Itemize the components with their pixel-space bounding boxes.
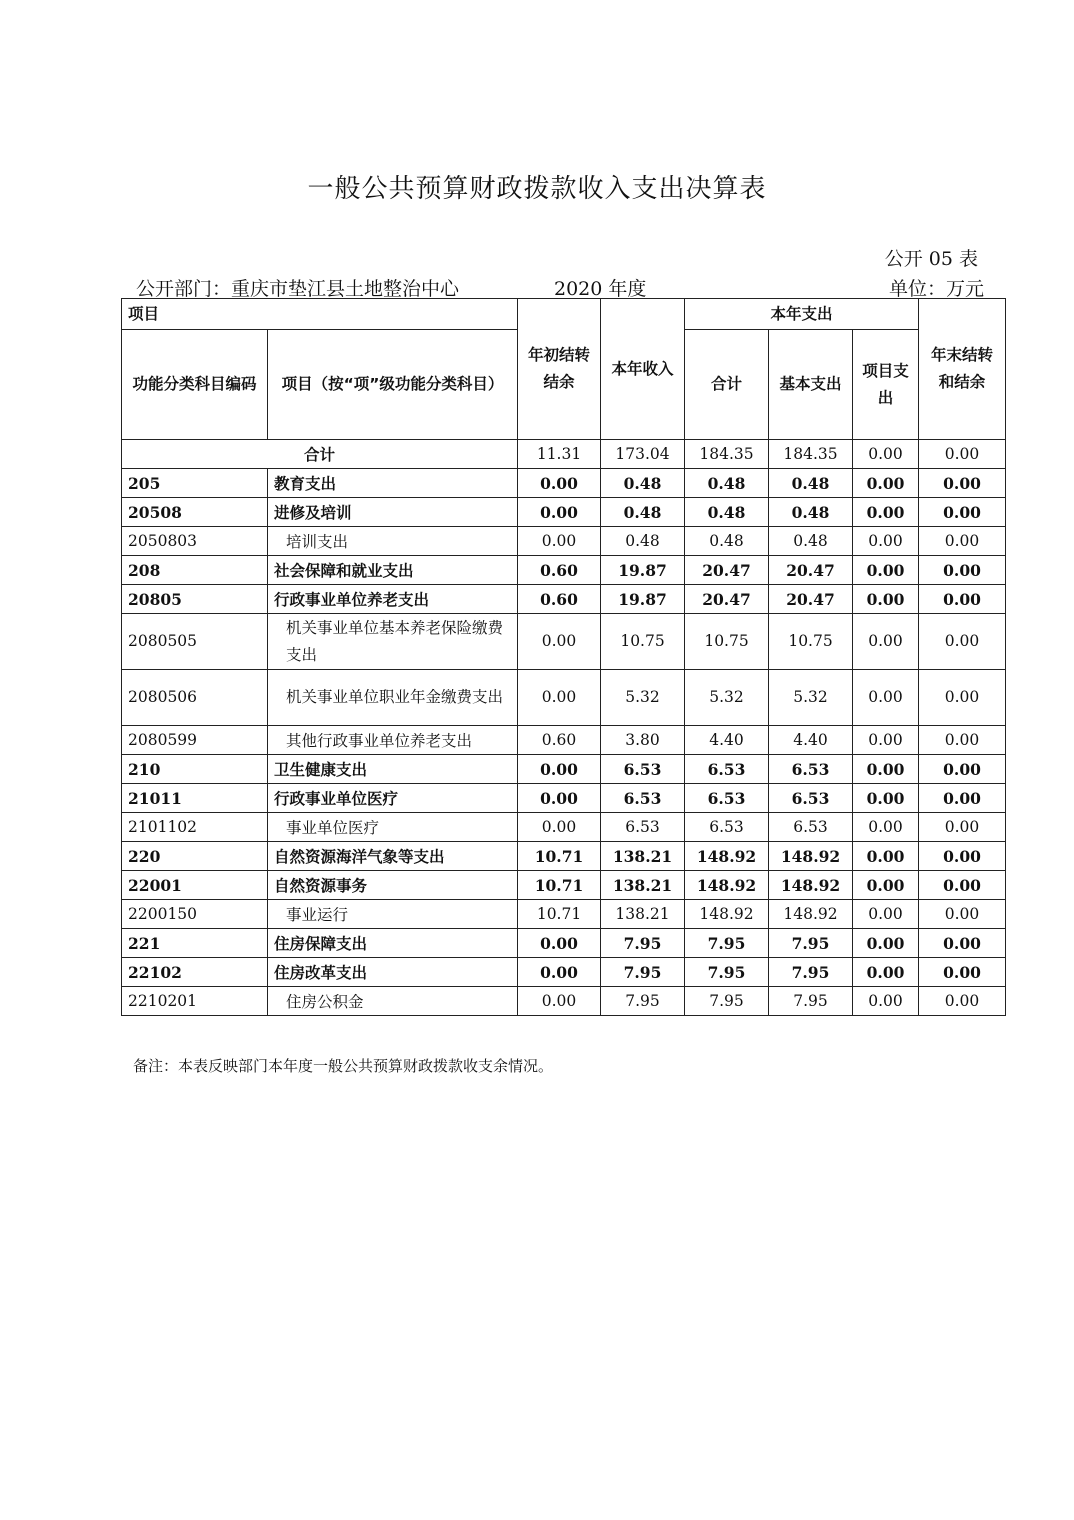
row-income: 6.53 <box>601 813 685 842</box>
table-code: 公开 05 表 <box>884 248 978 270</box>
row-begin-balance: 0.00 <box>518 527 601 556</box>
row-project: 0.00 <box>853 987 919 1016</box>
header-income: 本年收入 <box>601 299 685 440</box>
row-begin-balance: 0.00 <box>518 670 601 726</box>
row-code: 221 <box>122 929 268 958</box>
row-project: 0.00 <box>853 784 919 813</box>
row-begin-balance: 0.00 <box>518 498 601 527</box>
row-begin-balance: 0.00 <box>518 958 601 987</box>
row-begin-balance: 0.00 <box>518 755 601 784</box>
row-income: 6.53 <box>601 784 685 813</box>
row-name: 事业运行 <box>268 900 518 929</box>
row-name: 培训支出 <box>268 527 518 556</box>
table-body <box>122 440 1006 1016</box>
row-name: 进修及培训 <box>268 498 518 527</box>
row-end-balance: 0.00 <box>919 784 1006 813</box>
row-project: 0.00 <box>853 726 919 755</box>
row-basic: 0.48 <box>769 498 853 527</box>
row-begin-balance: 0.60 <box>518 585 601 614</box>
row-income: 0.48 <box>601 498 685 527</box>
table-row <box>122 670 1006 726</box>
table-row <box>122 469 1006 498</box>
row-end-balance: 0.00 <box>919 958 1006 987</box>
table-row <box>122 987 1006 1016</box>
row-expense: 6.53 <box>685 813 769 842</box>
header-item: 项目 <box>122 299 518 330</box>
row-project: 0.00 <box>853 527 919 556</box>
row-begin-balance: 0.00 <box>518 469 601 498</box>
header-expense: 本年支出 <box>685 299 919 330</box>
row-name: 住房公积金 <box>268 987 518 1016</box>
row-expense: 148.92 <box>685 842 769 871</box>
row-expense: 148.92 <box>685 871 769 900</box>
row-expense: 7.95 <box>685 929 769 958</box>
row-basic: 0.48 <box>769 469 853 498</box>
row-end-balance: 0.00 <box>919 670 1006 726</box>
row-code: 2050803 <box>122 527 268 556</box>
row-end-balance: 0.00 <box>919 469 1006 498</box>
row-income: 138.21 <box>601 900 685 929</box>
table-row <box>122 585 1006 614</box>
row-name: 行政事业单位养老支出 <box>268 585 518 614</box>
row-code: 21011 <box>122 784 268 813</box>
row-project: 0.00 <box>853 585 919 614</box>
row-end-balance: 0.00 <box>919 871 1006 900</box>
row-begin-balance: 0.60 <box>518 556 601 585</box>
table-row <box>122 958 1006 987</box>
row-expense: 10.75 <box>685 614 769 670</box>
row-basic: 7.95 <box>769 958 853 987</box>
row-end-balance: 0.00 <box>919 900 1006 929</box>
total-end-balance: 0.00 <box>919 440 1006 469</box>
row-expense: 4.40 <box>685 726 769 755</box>
row-expense: 0.48 <box>685 527 769 556</box>
row-end-balance: 0.00 <box>919 614 1006 670</box>
row-end-balance: 0.00 <box>919 585 1006 614</box>
table-header <box>122 299 1006 440</box>
total-project: 0.00 <box>853 440 919 469</box>
row-basic: 20.47 <box>769 556 853 585</box>
row-project: 0.00 <box>853 556 919 585</box>
table-row <box>122 813 1006 842</box>
table-row <box>122 726 1006 755</box>
row-code: 2200150 <box>122 900 268 929</box>
row-name: 自然资源事务 <box>268 871 518 900</box>
table-row <box>122 871 1006 900</box>
row-income: 5.32 <box>601 670 685 726</box>
row-expense: 6.53 <box>685 784 769 813</box>
header-begin-balance: 年初结转结余 <box>518 299 601 440</box>
row-project: 0.00 <box>853 469 919 498</box>
department-label: 公开部门：重庆市垫江县土地整治中心 <box>136 278 460 300</box>
row-begin-balance: 0.60 <box>518 726 601 755</box>
year-label: 2020 年度 <box>554 278 647 300</box>
row-expense: 6.53 <box>685 755 769 784</box>
row-code: 20508 <box>122 498 268 527</box>
row-project: 0.00 <box>853 842 919 871</box>
table-row <box>122 755 1006 784</box>
row-basic: 6.53 <box>769 755 853 784</box>
row-basic: 5.32 <box>769 670 853 726</box>
row-name: 自然资源海洋气象等支出 <box>268 842 518 871</box>
row-end-balance: 0.00 <box>919 813 1006 842</box>
row-end-balance: 0.00 <box>919 987 1006 1016</box>
total-row <box>122 440 1006 469</box>
table-row <box>122 900 1006 929</box>
row-income: 19.87 <box>601 585 685 614</box>
row-end-balance: 0.00 <box>919 527 1006 556</box>
row-project: 0.00 <box>853 670 919 726</box>
row-income: 10.75 <box>601 614 685 670</box>
table-row <box>122 527 1006 556</box>
row-project: 0.00 <box>853 871 919 900</box>
row-code: 2080506 <box>122 670 268 726</box>
row-code: 2101102 <box>122 813 268 842</box>
row-income: 19.87 <box>601 556 685 585</box>
page-title: 一般公共预算财政拨款收入支出决算表 <box>307 174 767 204</box>
total-label: 合计 <box>122 440 518 469</box>
meta-row <box>136 274 984 298</box>
row-expense: 5.32 <box>685 670 769 726</box>
header-project: 项目支出 <box>853 330 919 440</box>
row-name: 行政事业单位医疗 <box>268 784 518 813</box>
row-expense: 20.47 <box>685 556 769 585</box>
row-expense: 0.48 <box>685 498 769 527</box>
row-basic: 10.75 <box>769 614 853 670</box>
row-name: 教育支出 <box>268 469 518 498</box>
row-code: 205 <box>122 469 268 498</box>
row-project: 0.00 <box>853 958 919 987</box>
row-code: 22001 <box>122 871 268 900</box>
row-begin-balance: 0.00 <box>518 929 601 958</box>
row-end-balance: 0.00 <box>919 498 1006 527</box>
row-basic: 7.95 <box>769 987 853 1016</box>
table-row <box>122 614 1006 670</box>
row-code: 2080505 <box>122 614 268 670</box>
row-income: 7.95 <box>601 929 685 958</box>
table-row <box>122 929 1006 958</box>
row-expense: 0.48 <box>685 469 769 498</box>
row-income: 138.21 <box>601 871 685 900</box>
row-begin-balance: 0.00 <box>518 813 601 842</box>
table-row <box>122 556 1006 585</box>
row-end-balance: 0.00 <box>919 755 1006 784</box>
row-basic: 148.92 <box>769 900 853 929</box>
row-basic: 0.48 <box>769 527 853 556</box>
row-name: 机关事业单位职业年金缴费支出 <box>268 670 518 726</box>
row-income: 6.53 <box>601 755 685 784</box>
table-row <box>122 498 1006 527</box>
row-income: 7.95 <box>601 987 685 1016</box>
row-end-balance: 0.00 <box>919 556 1006 585</box>
row-begin-balance: 0.00 <box>518 987 601 1016</box>
row-basic: 4.40 <box>769 726 853 755</box>
row-project: 0.00 <box>853 614 919 670</box>
row-name: 住房保障支出 <box>268 929 518 958</box>
row-project: 0.00 <box>853 813 919 842</box>
row-basic: 6.53 <box>769 813 853 842</box>
row-income: 138.21 <box>601 842 685 871</box>
header-func-code: 功能分类科目编码 <box>122 330 268 440</box>
row-begin-balance: 0.00 <box>518 614 601 670</box>
total-income: 173.04 <box>601 440 685 469</box>
total-expense: 184.35 <box>685 440 769 469</box>
row-code: 20805 <box>122 585 268 614</box>
row-end-balance: 0.00 <box>919 726 1006 755</box>
unit-label: 单位：万元 <box>888 278 984 300</box>
row-code: 210 <box>122 755 268 784</box>
row-begin-balance: 10.71 <box>518 900 601 929</box>
row-begin-balance: 0.00 <box>518 784 601 813</box>
row-project: 0.00 <box>853 498 919 527</box>
table-row <box>122 784 1006 813</box>
row-expense: 7.95 <box>685 987 769 1016</box>
table-row <box>122 842 1006 871</box>
row-expense: 7.95 <box>685 958 769 987</box>
total-basic: 184.35 <box>769 440 853 469</box>
row-name: 住房改革支出 <box>268 958 518 987</box>
header-basic: 基本支出 <box>769 330 853 440</box>
row-code: 220 <box>122 842 268 871</box>
total-begin-balance: 11.31 <box>518 440 601 469</box>
row-end-balance: 0.00 <box>919 929 1006 958</box>
row-expense: 20.47 <box>685 585 769 614</box>
row-begin-balance: 10.71 <box>518 871 601 900</box>
row-name: 机关事业单位基本养老保险缴费支出 <box>268 614 518 670</box>
row-end-balance: 0.00 <box>919 842 1006 871</box>
row-code: 208 <box>122 556 268 585</box>
row-name: 其他行政事业单位养老支出 <box>268 726 518 755</box>
footnote: 备注：本表反映部门本年度一般公共预算财政拨款收支余情况。 <box>133 1057 554 1075</box>
header-func-name: 项目（按“项”级功能分类科目） <box>268 330 518 440</box>
row-income: 3.80 <box>601 726 685 755</box>
row-begin-balance: 10.71 <box>518 842 601 871</box>
row-basic: 20.47 <box>769 585 853 614</box>
row-name: 卫生健康支出 <box>268 755 518 784</box>
row-code: 22102 <box>122 958 268 987</box>
row-name: 事业单位医疗 <box>268 813 518 842</box>
header-end-balance: 年末结转和结余 <box>919 299 1006 440</box>
row-name: 社会保障和就业支出 <box>268 556 518 585</box>
row-expense: 148.92 <box>685 900 769 929</box>
row-income: 0.48 <box>601 527 685 556</box>
header-total: 合计 <box>685 330 769 440</box>
row-basic: 6.53 <box>769 784 853 813</box>
row-code: 2080599 <box>122 726 268 755</box>
row-project: 0.00 <box>853 900 919 929</box>
row-project: 0.00 <box>853 929 919 958</box>
row-code: 2210201 <box>122 987 268 1016</box>
row-income: 7.95 <box>601 958 685 987</box>
row-basic: 148.92 <box>769 842 853 871</box>
row-basic: 7.95 <box>769 929 853 958</box>
row-income: 0.48 <box>601 469 685 498</box>
row-project: 0.00 <box>853 755 919 784</box>
budget-table <box>121 298 1006 1016</box>
row-basic: 148.92 <box>769 871 853 900</box>
